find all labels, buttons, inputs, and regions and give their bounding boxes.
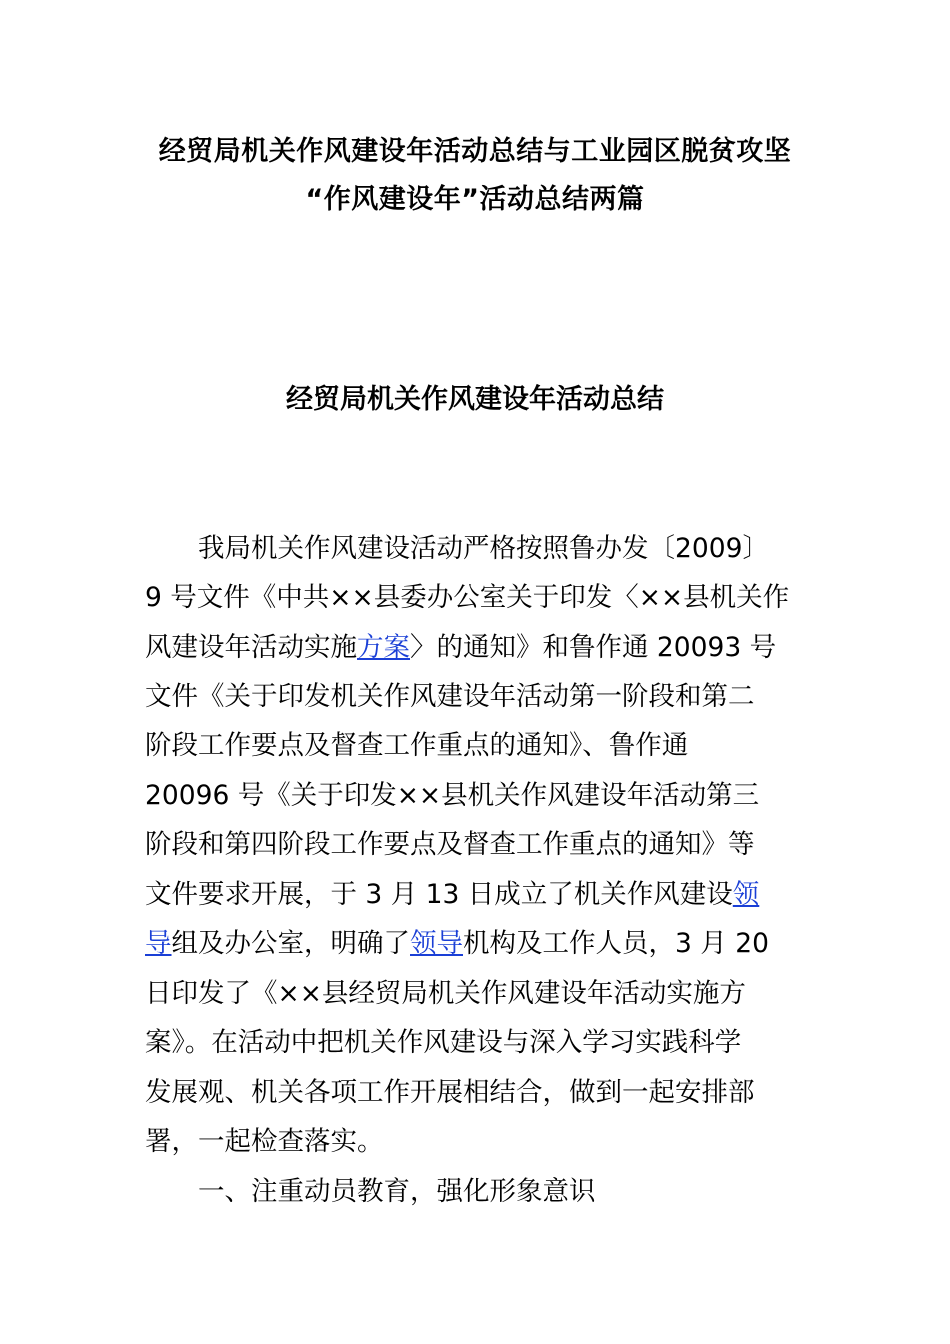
text-run: 20096 号《关于印发××县机关作风建设年活动第三: [145, 780, 760, 811]
body-line: [145, 821, 825, 869]
body-line: [145, 722, 825, 770]
text-run: 文件要求开展，于 3 月 13 日成立了机关作风建设: [145, 879, 733, 910]
document-title-line-1: 经贸局机关作风建设年活动总结与工业园区脱贫攻坚: [158, 136, 792, 167]
text-run: 风建设年活动实施: [145, 632, 357, 663]
body-line: [145, 772, 825, 820]
body-line: [145, 673, 825, 721]
text-run: 案》。在活动中把机关作风建设与深入学习实践科学: [145, 1027, 742, 1058]
section-heading-1: [145, 1168, 825, 1216]
link-lingdao-part2[interactable]: 导: [145, 928, 172, 959]
text-run: 阶段和第四阶段工作要点及督查工作重点的通知》等: [145, 829, 755, 860]
text-run: 发展观、机关各项工作开展相结合，做到一起安排部: [145, 1077, 755, 1108]
body-line: [145, 624, 825, 672]
text-run: 一、注重动员教育，强化形象意识: [145, 1176, 596, 1207]
link-lingdao[interactable]: 领导: [410, 928, 463, 959]
body-line: [145, 1019, 825, 1067]
text-run: 文件《关于印发机关作风建设年活动第一阶段和第二: [145, 681, 755, 712]
text-run: 机构及工作人员，3 月 20: [463, 928, 769, 959]
body-line: [145, 871, 825, 919]
body-line: [145, 1118, 825, 1166]
body-line: [145, 1069, 825, 1117]
section-title: 经贸局机关作风建设年活动总结: [286, 384, 664, 415]
text-run: 我局机关作风建设活动严格按照鲁办发〔2009〕: [145, 533, 769, 564]
body-line: [145, 920, 825, 968]
body-line: [145, 574, 825, 622]
text-run: 日印发了《××县经贸局机关作风建设年活动实施方: [145, 978, 746, 1009]
link-lingdao-part1[interactable]: 领: [732, 879, 760, 910]
text-run: 9 号文件《中共××县委办公室关于印发〈××县机关作: [145, 582, 790, 613]
text-run: 组及办公室，明确了: [171, 928, 410, 959]
text-run: 署，一起检查落实。: [145, 1126, 384, 1157]
document-title-line-2: “作风建设年”活动总结两篇: [305, 184, 645, 215]
text-run: 〉的通知》和鲁作通 20093 号: [410, 632, 777, 663]
link-fangan[interactable]: 方案: [357, 632, 410, 663]
body-line: [145, 970, 825, 1018]
text-run: 阶段工作要点及督查工作重点的通知》、鲁作通: [145, 730, 689, 761]
body-line: [145, 525, 825, 573]
